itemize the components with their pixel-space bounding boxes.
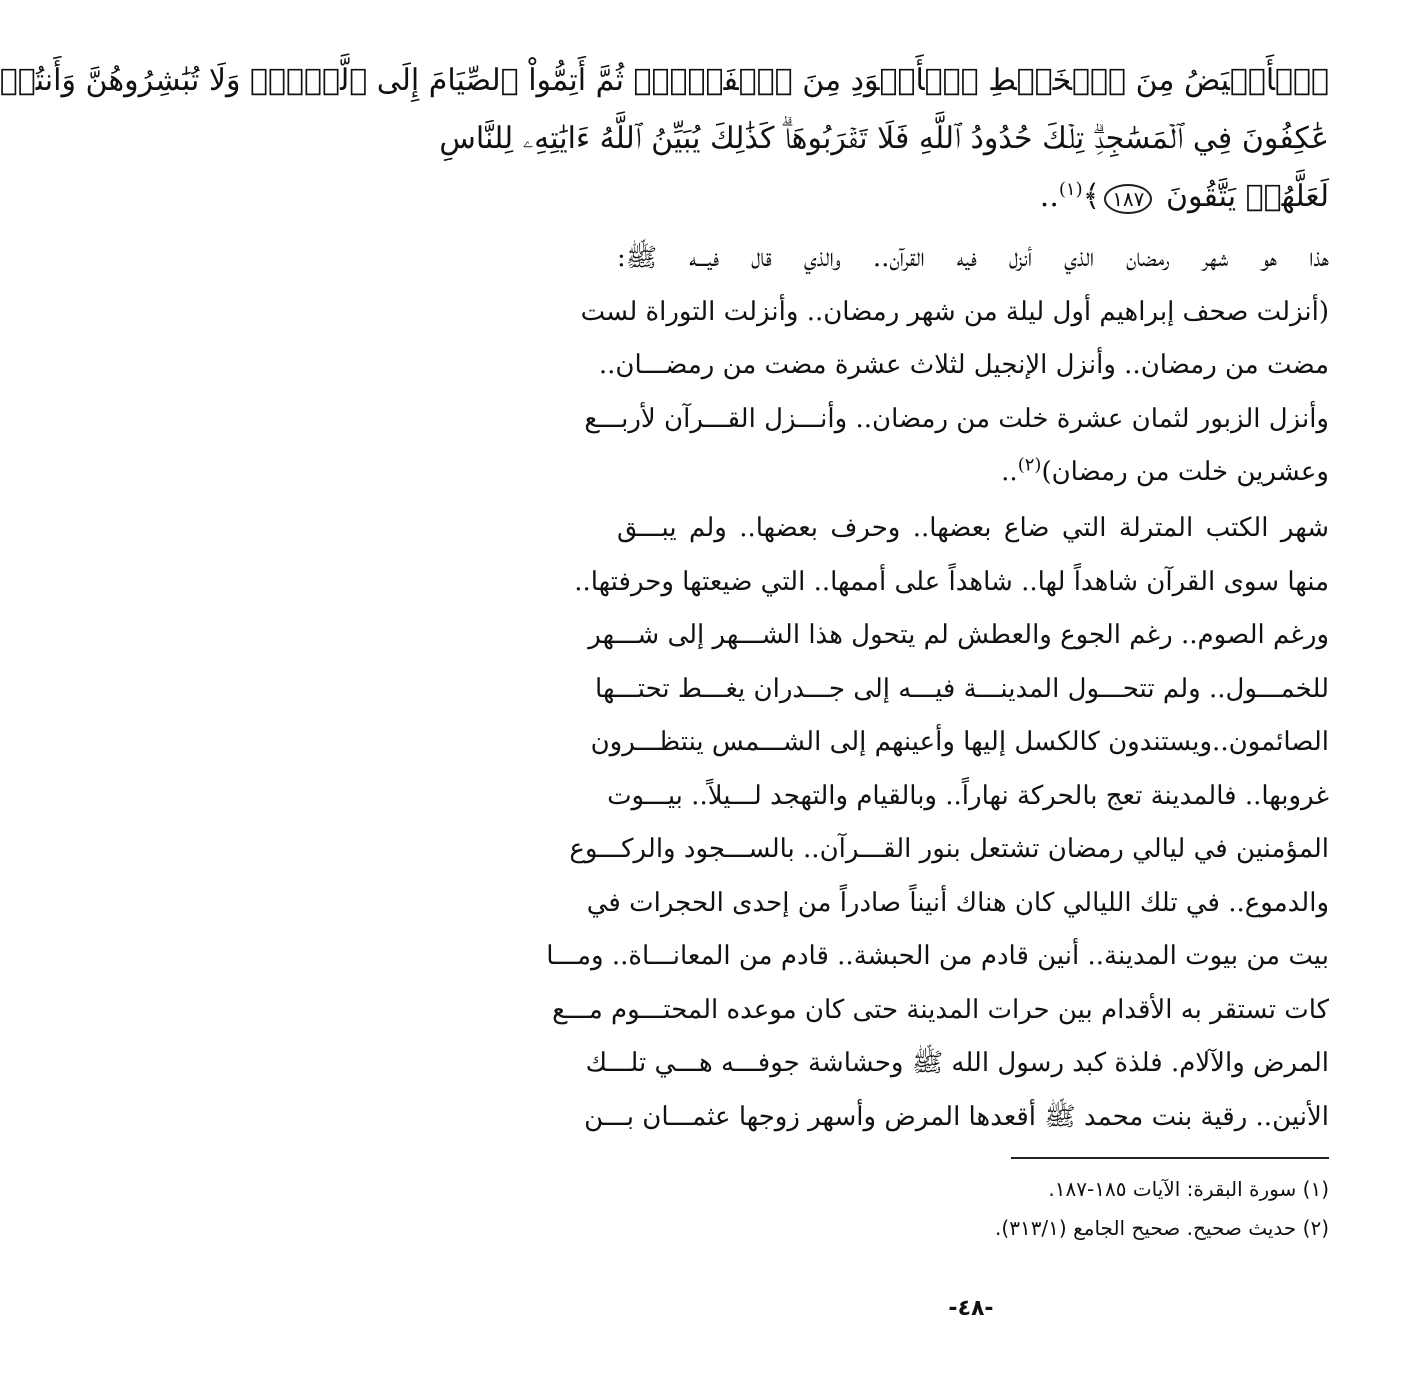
quran-closing-bracket: ﴾ [1082,179,1101,214]
paragraph-line: شهر الكتب المترلة التي ضاع بعضها.. وحرف بعضها.. ولم يبـــق [617,513,1329,543]
paragraph-line-last [617,446,1329,500]
footnote-divider [1011,1157,1329,1159]
paragraph-line: ورغم الصوم.. رغم الجوع والعطش لم يتحول هذا الشـــهر إلى شـــهر [588,620,1329,650]
paragraph-line: المؤمنين في ليالي رمضان تشتعل بنور القـــرآن.. بالســـجود والركـــوع [569,834,1329,864]
page-number: -٤٨- [948,1296,994,1321]
paragraph-line: الصائمون..ويستندون كالكسل إليها وأعينهم إلى الشـــمس ينتظـــرون [590,727,1329,757]
footnotes [617,1170,1329,1248]
quran-line-last [617,168,1329,226]
quran-line-text: لَعَلَّهُمۡ يَتَّقُونَ [1165,179,1329,214]
paragraph-line: هذا هو شهر رمضان الذي أنزل فيه القرآن.. والذي قال فيـــه ﷺ: [617,243,1329,273]
paragraph-line: غروبها.. فالمدينة تعج بالحركة نهاراً.. وبالقيام والتهجد لـــيلاً.. بيـــوت [607,780,1329,811]
paragraph-line: الأنين.. رقية بنت محمد ﷺ أقعدها المرض وأسهر زوجها عثمـــان بـــن [584,1101,1329,1132]
paragraph-2 [546,502,1329,1144]
paragraph-line: منها سوى القرآن شاهداً لها.. شاهداً على أممها.. التي ضيعتها وحرفتها.. [574,566,1329,597]
paragraph-line: بيت من بيوت المدينة.. أنين قادم من الحبشة.. قادم من المعانـــاة.. ومـــا [546,941,1329,971]
footnote-2: (٢) حديث صحيح. صحيح الجامع (٣١٣/١). [995,1216,1329,1240]
footnote-reference: (٢) [1017,454,1042,476]
paragraph-1 [580,232,1329,500]
paragraph-line: كات تستقر به الأقدام بين حرات المدينة حتى كان موعده المحتـــوم مـــع [552,994,1329,1025]
paragraph-line: والدموع.. في تلك الليالي كان هناك أنيناً صادراً من إحدى الحجرات في [586,887,1329,918]
ayah-number-marker: ١٨٧ [1104,184,1152,214]
quran-line: ٱلۡأَبۡيَضُ مِنَ ٱلۡخَيۡطِ ٱلۡأَسۡوَدِ مِنَ ٱلۡفَجۡرِۖ ثُمَّ أَتِمُّواْ ٱلصِّيَامَ إِلَى ٱلَّيۡلِۚ وَلَا تُبَٰشِرُوهُنَّ وَأَنتُمۡ [0,63,1329,98]
paragraph-line: وأنزل الزبور لثمان عشرة خلت من رمضان.. وأنـــزل القـــرآن لأربـــع [584,403,1329,434]
paragraph-line: (أنزلت صحف إبراهيم أول ليلة من شهر رمضان.. وأنزلت التوراة لست [580,296,1329,327]
trailing-dots: .. [1039,179,1059,214]
quran-line: عَٰكِفُونَ فِي ٱلۡمَسَٰجِدِۗ تِلۡكَ حُدُودُ ٱللَّهِ فَلَا تَقۡرَبُوهَاۗ كَذَٰلِكَ يُبَيِّنُ ٱللَّهُ ءَايَٰتِهِۦ لِلنَّاسِ [439,121,1329,156]
paragraph-line: المرض والآلام. فلذة كبد رسول الله ﷺ وحشاشة جوفـــه هـــي تلـــك [585,1048,1329,1078]
paragraph-line: للخمـــول.. ولم تتحـــول المدينـــة فيـــه إلى جـــدران يغـــط تحتـــها [595,673,1329,704]
quran-verse-block [0,52,1329,226]
paragraph-line: مضت من رمضان.. وأنزل الإنجيل لثلاث عشرة مضت من رمضـــان.. [598,350,1329,380]
paragraph-line-text: وعشرين خلت من رمضان) [1041,457,1329,487]
footnote-1: (١) سورة البقرة: الآيات ١٨٥-١٨٧. [1048,1177,1329,1201]
trailing-dots: .. [1001,457,1018,487]
footnote-reference: (١) [1058,179,1083,200]
